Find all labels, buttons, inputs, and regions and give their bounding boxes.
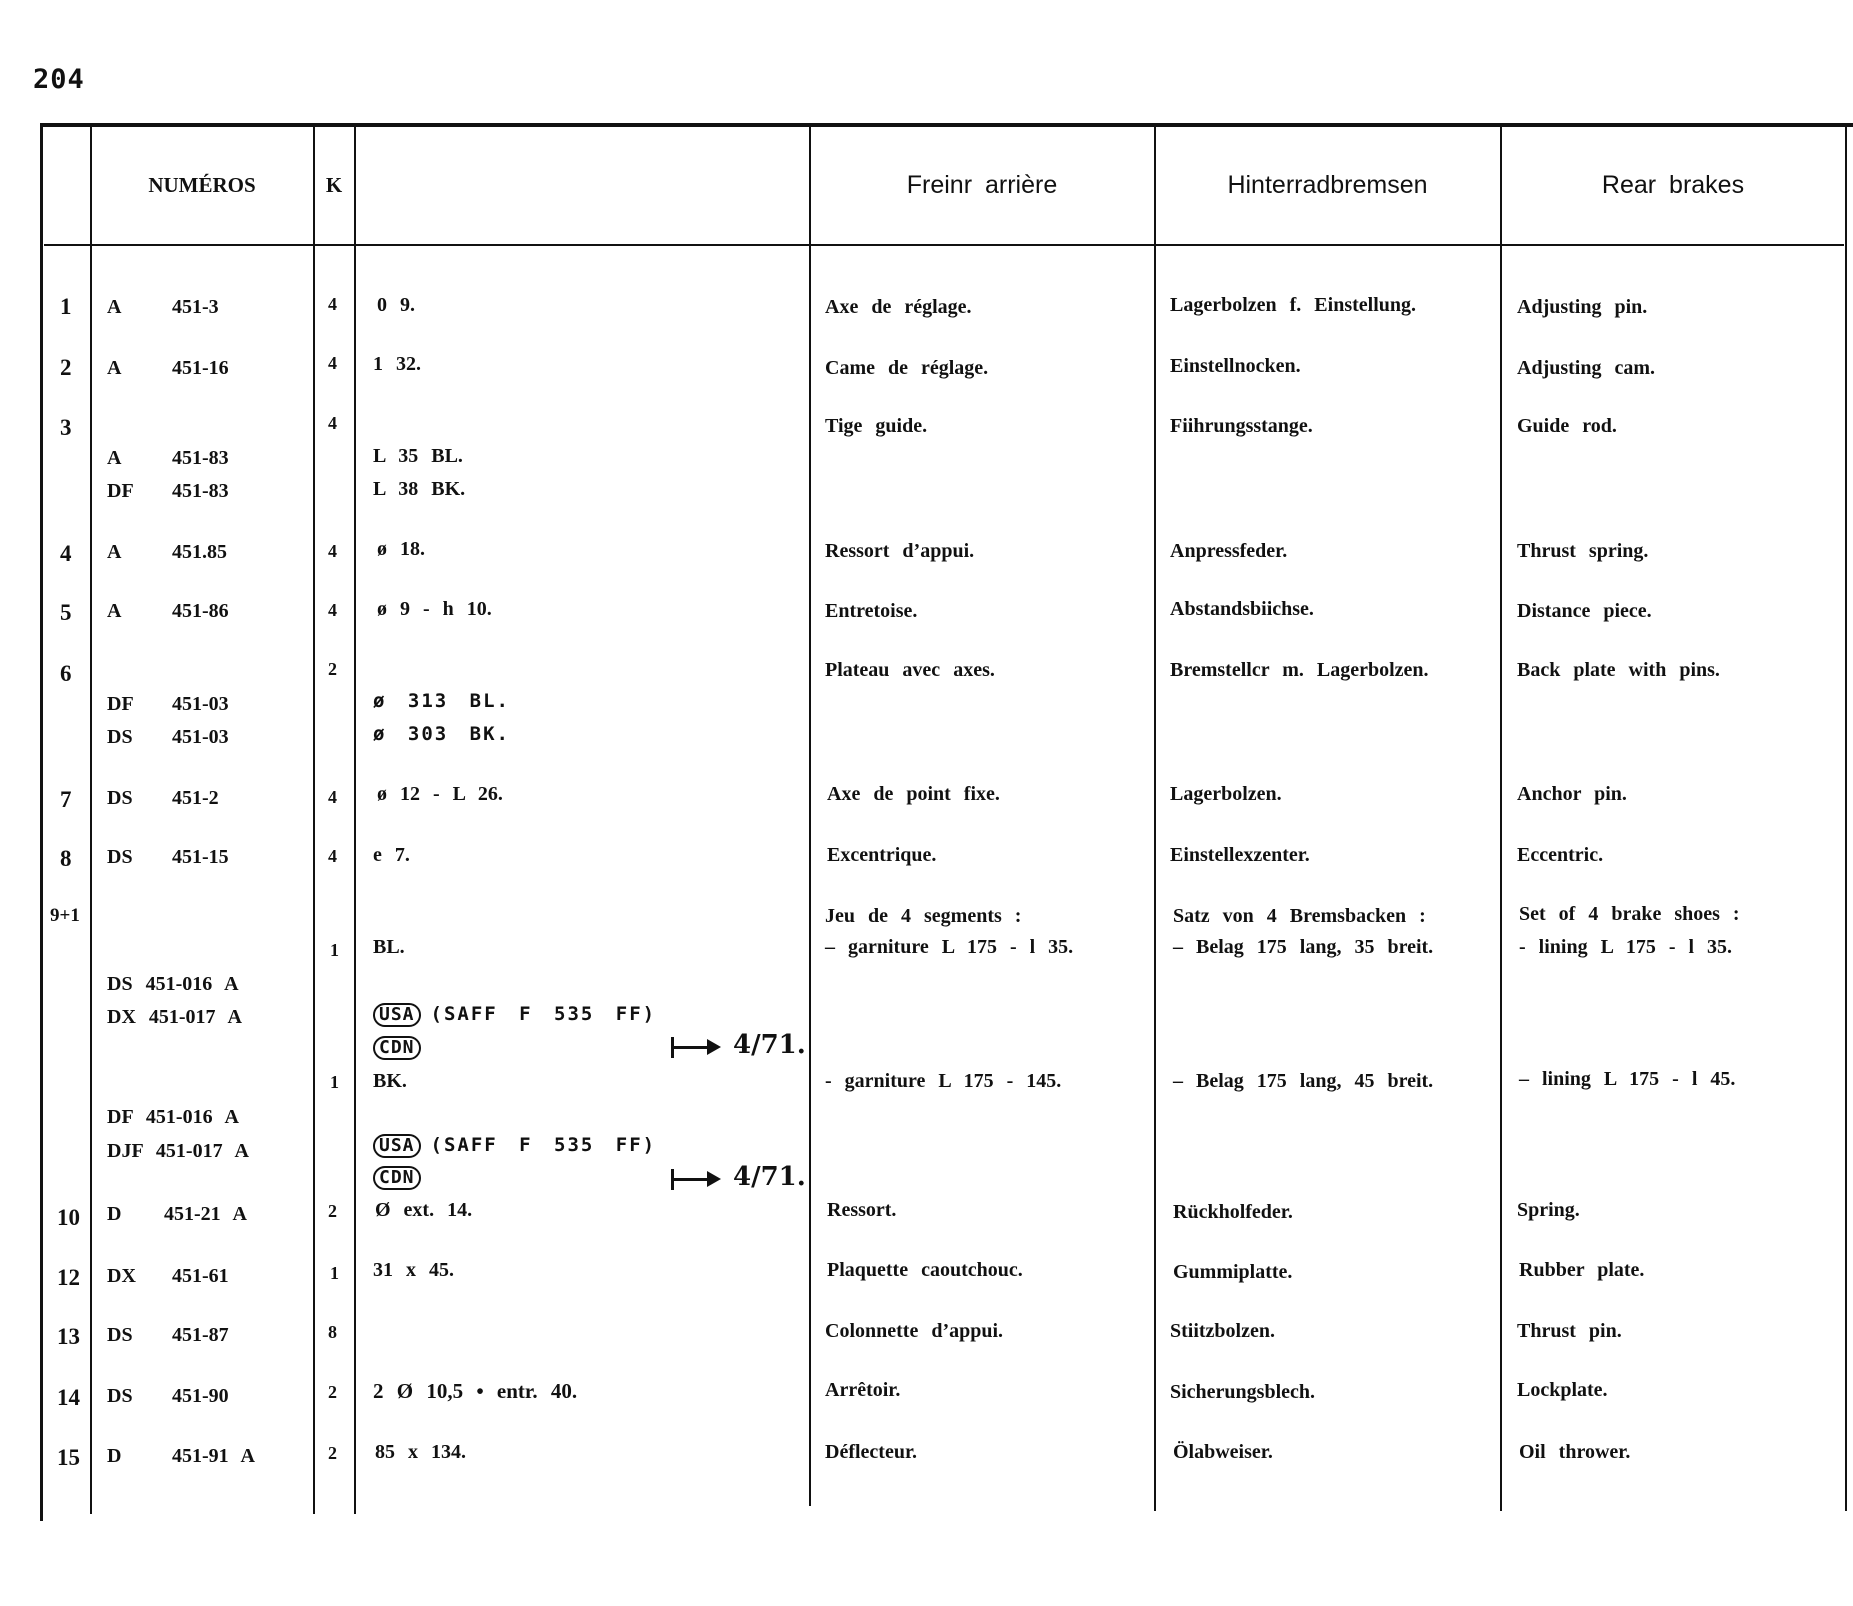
desc-french: Colonnette d’appui. bbox=[825, 1320, 1004, 1342]
part-prefix: A bbox=[107, 296, 122, 318]
desc-english: Adjusting cam. bbox=[1517, 357, 1656, 379]
spec: ø 303 BK. bbox=[373, 723, 510, 745]
row-index: 6 bbox=[60, 661, 72, 686]
part-number: 451-86 bbox=[172, 600, 229, 622]
desc-german: Lagerbolzen f. Einstellung. bbox=[1170, 294, 1417, 316]
desc-french: Plaquette caoutchouc. bbox=[827, 1259, 1023, 1281]
desc-french: Axe de réglage. bbox=[825, 296, 972, 318]
part-prefix: A bbox=[107, 541, 122, 563]
desc-german: Einstellexzenter. bbox=[1170, 844, 1310, 866]
part-prefix: A bbox=[107, 357, 122, 379]
desc-german: – Belag 175 lang, 35 breit. bbox=[1173, 936, 1434, 958]
until-date bbox=[673, 1162, 806, 1192]
col-divider-numeros bbox=[313, 126, 315, 1514]
desc-english: Back plate with pins. bbox=[1517, 659, 1720, 681]
spec: ø 9 - h 10. bbox=[377, 598, 492, 620]
desc-french: – garniture L 175 - l 35. bbox=[825, 936, 1074, 958]
part-number: 451-21 A bbox=[164, 1203, 247, 1225]
quantity-k: 2 bbox=[328, 1201, 337, 1221]
market-usa bbox=[373, 1134, 656, 1158]
saff-code: (SAFF F 535 FF) bbox=[430, 1134, 657, 1156]
part-prefix: A bbox=[107, 600, 122, 622]
part-number: 451-16 bbox=[172, 357, 229, 379]
desc-english: Guide rod. bbox=[1517, 415, 1617, 437]
desc-german: Bremstellcr m. Lagerbolzen. bbox=[1170, 659, 1429, 681]
desc-french: Arrêtoir. bbox=[825, 1379, 901, 1401]
header-numeros: NUMÉROS bbox=[148, 172, 256, 197]
part-number: DF 451-016 A bbox=[107, 1106, 239, 1128]
desc-german: Einstellnocken. bbox=[1170, 355, 1301, 377]
arrow-icon bbox=[673, 1178, 713, 1181]
row-index: 2 bbox=[60, 355, 72, 380]
quantity-k: 1 bbox=[330, 1072, 339, 1092]
row-index: 4 bbox=[60, 541, 72, 566]
part-number: DJF 451-017 A bbox=[107, 1140, 249, 1162]
col-divider-german bbox=[1500, 126, 1502, 1511]
spec: ø 313 BL. bbox=[373, 690, 510, 712]
spec: 2 Ø 10,5 • entr. 40. bbox=[373, 1379, 578, 1403]
desc-english: Spring. bbox=[1517, 1199, 1580, 1221]
part-number: 451.85 bbox=[172, 541, 227, 563]
header-k: K bbox=[325, 172, 343, 197]
spec: 0 9. bbox=[377, 294, 415, 316]
spec: 1 32. bbox=[373, 353, 421, 375]
desc-german: Satz von 4 Bremsbacken : bbox=[1173, 905, 1426, 927]
row-index: 3 bbox=[60, 415, 72, 440]
desc-french: Déflecteur. bbox=[825, 1441, 917, 1463]
spec: L 38 BK. bbox=[373, 478, 466, 500]
desc-french: Tige guide. bbox=[825, 415, 928, 437]
desc-english: - lining L 175 - l 35. bbox=[1519, 936, 1733, 958]
part-prefix: DF bbox=[107, 693, 134, 715]
desc-french: Excentrique. bbox=[827, 844, 937, 866]
desc-german: Ölabweiser. bbox=[1173, 1441, 1273, 1463]
row-index: 9+1 bbox=[50, 905, 80, 926]
quantity-k: 4 bbox=[328, 846, 337, 866]
col-divider-french bbox=[1154, 126, 1156, 1511]
part-number: 451-03 bbox=[172, 726, 229, 748]
desc-french: Entretoise. bbox=[825, 600, 918, 622]
spec: 85 x 134. bbox=[375, 1441, 466, 1463]
part-prefix: D bbox=[107, 1203, 122, 1225]
part-number: DS 451-016 A bbox=[107, 973, 239, 995]
desc-german: Stiitzbolzen. bbox=[1170, 1320, 1275, 1342]
col-divider-index bbox=[90, 126, 92, 1514]
market-cdn bbox=[373, 1036, 431, 1060]
desc-english: Set of 4 brake shoes : bbox=[1519, 903, 1740, 925]
part-number: 451-61 bbox=[172, 1265, 229, 1287]
col-divider-spec bbox=[809, 126, 811, 1506]
desc-english: Anchor pin. bbox=[1517, 783, 1627, 805]
part-number: 451-3 bbox=[172, 296, 219, 318]
desc-french: Plateau avec axes. bbox=[825, 659, 995, 681]
quantity-k: 2 bbox=[328, 1443, 337, 1463]
desc-english: Thrust pin. bbox=[1517, 1320, 1622, 1342]
col-divider-k bbox=[354, 126, 356, 1514]
row-index: 12 bbox=[57, 1265, 80, 1290]
desc-german: Fiihrungsstange. bbox=[1170, 415, 1313, 437]
part-number: 451-83 bbox=[172, 447, 229, 469]
spec: BK. bbox=[373, 1070, 407, 1092]
quantity-k: 2 bbox=[328, 659, 337, 679]
desc-french: Ressort d’appui. bbox=[825, 540, 975, 562]
until-date-value: 4/71. bbox=[733, 1162, 806, 1192]
desc-german: Anpressfeder. bbox=[1170, 540, 1288, 562]
spec: ø 18. bbox=[377, 538, 425, 560]
spec: BL. bbox=[373, 936, 405, 958]
part-number: DX 451-017 A bbox=[107, 1006, 242, 1028]
quantity-k: 1 bbox=[330, 940, 339, 960]
part-number: 451-2 bbox=[172, 787, 219, 809]
row-index: 15 bbox=[57, 1445, 80, 1470]
part-number: 451-03 bbox=[172, 693, 229, 715]
row-index: 5 bbox=[60, 600, 72, 625]
desc-french: Axe de point fixe. bbox=[827, 783, 1000, 805]
quantity-k: 4 bbox=[328, 294, 337, 314]
desc-german: Lagerbolzen. bbox=[1170, 783, 1282, 805]
row-index: 10 bbox=[57, 1205, 80, 1230]
col-divider-english bbox=[1845, 126, 1847, 1511]
row-index: 14 bbox=[57, 1385, 80, 1410]
part-prefix: D bbox=[107, 1445, 122, 1467]
market-cdn bbox=[373, 1166, 431, 1190]
part-number: 451-91 A bbox=[172, 1445, 255, 1467]
desc-german: Abstandsbiichse. bbox=[1170, 598, 1314, 620]
quantity-k: 4 bbox=[328, 787, 337, 807]
quantity-k: 4 bbox=[328, 353, 337, 373]
desc-english: Eccentric. bbox=[1517, 844, 1604, 866]
desc-english: – lining L 175 - l 45. bbox=[1519, 1068, 1736, 1090]
part-prefix: DS bbox=[107, 1324, 133, 1346]
part-number: 451-87 bbox=[172, 1324, 229, 1346]
part-prefix: DS bbox=[107, 787, 133, 809]
desc-german: Rückholfeder. bbox=[1173, 1201, 1293, 1223]
part-number: 451-90 bbox=[172, 1385, 229, 1407]
desc-german: – Belag 175 lang, 45 breit. bbox=[1173, 1070, 1434, 1092]
quantity-k: 4 bbox=[328, 600, 337, 620]
quantity-k: 1 bbox=[330, 1263, 339, 1283]
spec: Ø ext. 14. bbox=[375, 1199, 473, 1221]
part-prefix: DS bbox=[107, 846, 133, 868]
desc-french: Jeu de 4 segments : bbox=[825, 905, 1022, 927]
part-prefix: DF bbox=[107, 480, 134, 502]
part-number: 451-15 bbox=[172, 846, 229, 868]
part-prefix: DX bbox=[107, 1265, 136, 1287]
part-prefix: DS bbox=[107, 1385, 133, 1407]
part-prefix: A bbox=[107, 447, 122, 469]
until-date bbox=[673, 1030, 806, 1060]
desc-english: Lockplate. bbox=[1517, 1379, 1608, 1401]
row-index: 13 bbox=[57, 1324, 80, 1349]
spec: e 7. bbox=[373, 844, 410, 866]
cdn-badge: CDN bbox=[373, 1166, 421, 1190]
desc-english: Distance piece. bbox=[1517, 600, 1652, 622]
desc-english: Rubber plate. bbox=[1519, 1259, 1645, 1281]
desc-german: Sicherungsblech. bbox=[1170, 1381, 1316, 1403]
desc-french: Ressort. bbox=[827, 1199, 897, 1221]
quantity-k: 2 bbox=[328, 1382, 337, 1402]
quantity-k: 4 bbox=[328, 413, 337, 433]
row-index: 7 bbox=[60, 787, 72, 812]
page-number: 204 bbox=[33, 64, 85, 95]
quantity-k: 4 bbox=[328, 541, 337, 561]
desc-french: Came de réglage. bbox=[825, 357, 989, 379]
desc-english: Thrust spring. bbox=[1517, 540, 1649, 562]
table-left-border bbox=[40, 126, 43, 1521]
header-german: Hinterradbremsen bbox=[1227, 170, 1428, 199]
header-english: Rear brakes bbox=[1601, 170, 1745, 199]
until-date-value: 4/71. bbox=[733, 1030, 806, 1060]
row-index: 8 bbox=[60, 846, 72, 871]
part-prefix: DS bbox=[107, 726, 133, 748]
saff-code: (SAFF F 535 FF) bbox=[430, 1003, 657, 1025]
arrow-icon bbox=[673, 1046, 713, 1049]
quantity-k: 8 bbox=[328, 1322, 337, 1342]
usa-badge: USA bbox=[373, 1003, 421, 1027]
market-usa bbox=[373, 1003, 656, 1027]
desc-german: Gummiplatte. bbox=[1173, 1261, 1293, 1283]
cdn-badge: CDN bbox=[373, 1036, 421, 1060]
header-french: Freinr arrière bbox=[906, 170, 1058, 199]
desc-english: Adjusting pin. bbox=[1517, 296, 1648, 318]
desc-english: Oil thrower. bbox=[1519, 1441, 1631, 1463]
spec: 31 x 45. bbox=[373, 1259, 454, 1281]
desc-french: - garniture L 175 - 145. bbox=[825, 1070, 1062, 1092]
row-index: 1 bbox=[60, 294, 72, 319]
part-number: 451-83 bbox=[172, 480, 229, 502]
spec: L 35 BL. bbox=[373, 445, 463, 467]
usa-badge: USA bbox=[373, 1134, 421, 1158]
spec: ø 12 - L 26. bbox=[377, 783, 503, 805]
